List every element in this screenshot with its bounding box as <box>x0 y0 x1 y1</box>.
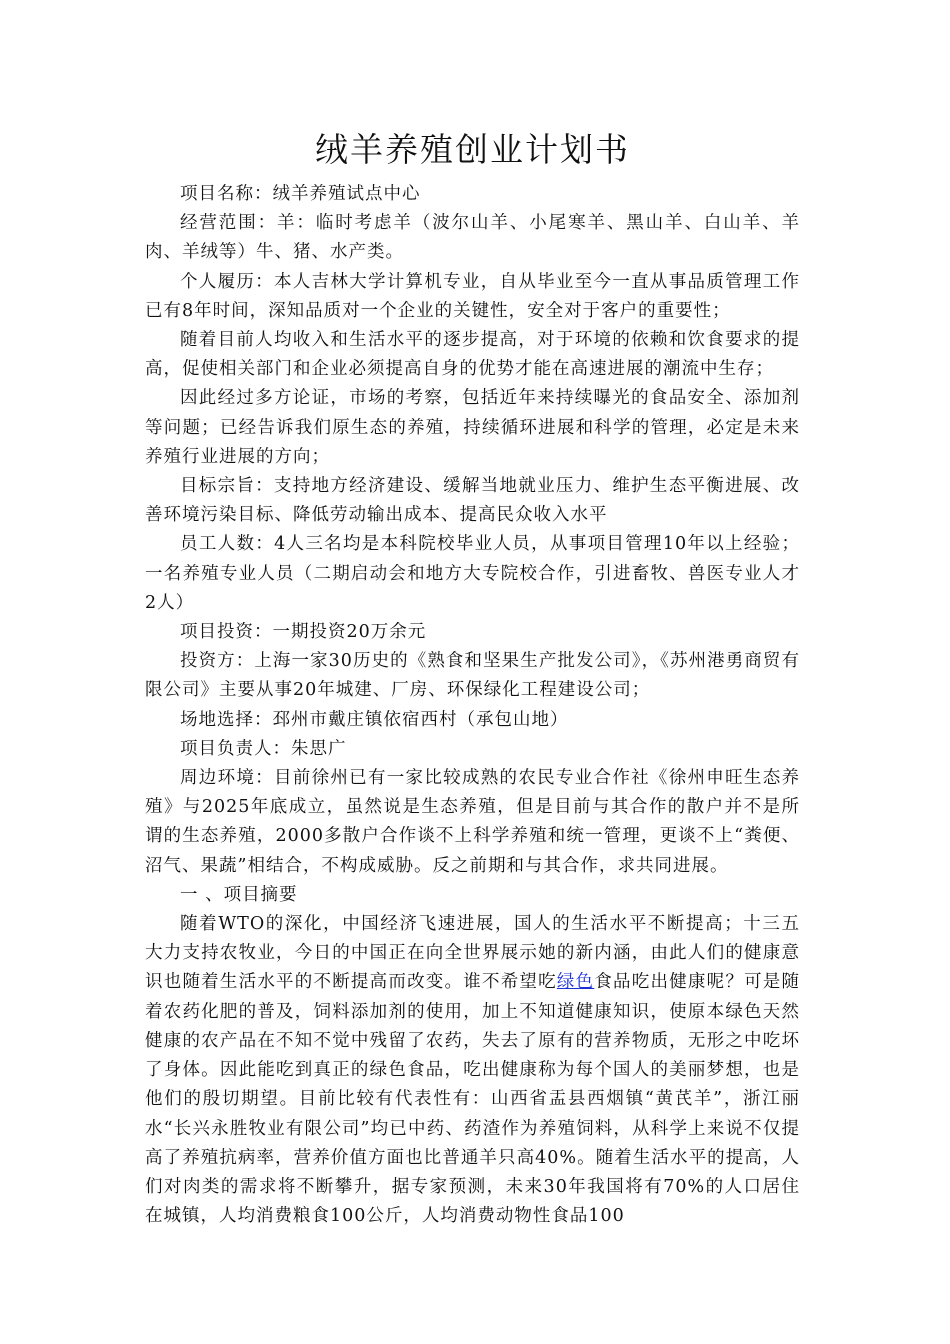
paragraph-project-name: 项目名称：绒羊养殖试点中心 <box>180 184 421 204</box>
paragraph-summary <box>145 910 800 1231</box>
paragraph-reasoning: 因此经过多方论证，市场的考察，包括近年来持续曝光的食品安全、添加剂等问题；已经告诉我们原生态的养殖，持续循环进展和科学的管理，必定是未来养殖行业进展的方向； <box>145 388 800 467</box>
paragraph-staff: 员工人数：4人三名均是本科院校毕业人员，从事项目管理10年以上经验；一名养殖专业人员（二期启动会和地方大专院校合作，引进畜牧、兽医专业人才2人） <box>145 534 800 613</box>
section-heading-summary: 一 、项目摘要 <box>180 884 298 905</box>
paragraph-business-scope: 经营范围：羊：临时考虑羊（波尔山羊、小尾寒羊、黑山羊、白山羊、羊肉、羊绒等）牛、猪、水产类。 <box>145 213 800 263</box>
paragraph-site: 场地选择：邳州市戴庄镇依宿西村（承包山地） <box>180 709 569 730</box>
document-title: 绒羊养殖创业计划书 <box>315 130 630 169</box>
paragraph-environment: 周边环境：目前徐州已有一家比较成熟的农民专业合作社《徐州申旺生态养殖》与2025年底成立，虽然说是生态养殖，但是目前与其合作的散户并不是所谓的生态养殖，2000多散户合作谈不上科学养殖和统一管理，更谈不上“粪便、沼气、果蔬”相结合，不构成威胁。反之前期和与其合作，求共同进展。 <box>145 768 800 876</box>
paragraph-resume: 个人履历：本人吉林大学计算机专业，自从毕业至今一直从事品质管理工作已有8年时间，深知品质对一个企业的关键性，安全对于客户的重要性； <box>145 271 800 321</box>
paragraph-investment: 项目投资：一期投资20万余元 <box>180 622 427 643</box>
paragraph-investors: 投资方：上海一家30历史的《熟食和坚果生产批发公司》，《苏州港勇商贸有限公司》主要从事20年城建、厂房、环保绿化工程建设公司； <box>145 651 800 701</box>
summary-text-after-link: 食品吃出健康呢？可是随着农药化肥的普及，饲料添加剂的使用，加上不知道健康知识，使原本绿色天然健康的农产品在不知不觉中残留了农药，失去了原有的营养物质，无形之中吃坏了身体。因此能吃到真正的绿色食品，吃出健康称为每个国人的美丽梦想，也是他们的殷切期望。目前比较有代表性有：山西省盂县西烟镇“黄芪羊”，浙江丽水“长兴永胜牧业有限公司”均已中药、药渣作为养殖饲料，从科学上来说不仅提高了养殖抗病率，营养价值方面也比普通羊只高40%。随着生活水平的提高，人们对肉类的需求将不断攀升，据专家预测，未来30年我国将有70%的人口居住在城镇，人均消费粮食100公斤，人均消费动物性食品100 <box>145 972 801 1227</box>
summary-text-before-link: 随着WTO的深化，中国经济飞速进展，国人的生活水平不断提高；十三五大力支持农牧业，今日的中国正在向全世界展示她的新内涵，由此人们的健康意识也随着生活水平的不断提高而改变。谁不希望吃 <box>145 914 800 993</box>
paragraph-project-lead: 项目负责人：朱思广 <box>180 738 347 759</box>
paragraph-living-standard: 随着目前人均收入和生活水平的逐步提高，对于环境的依赖和饮食要求的提高，促使相关部门和企业必须提高自身的优势才能在高速进展的潮流中生存； <box>145 330 800 380</box>
green-food-link[interactable]: 绿色 <box>556 972 595 993</box>
paragraph-goals: 目标宗旨：支持地方经济建设、缓解当地就业压力、维护生态平衡进展、改善环境污染目标、降低劳动输出成本、提高民众收入水平 <box>145 476 800 526</box>
